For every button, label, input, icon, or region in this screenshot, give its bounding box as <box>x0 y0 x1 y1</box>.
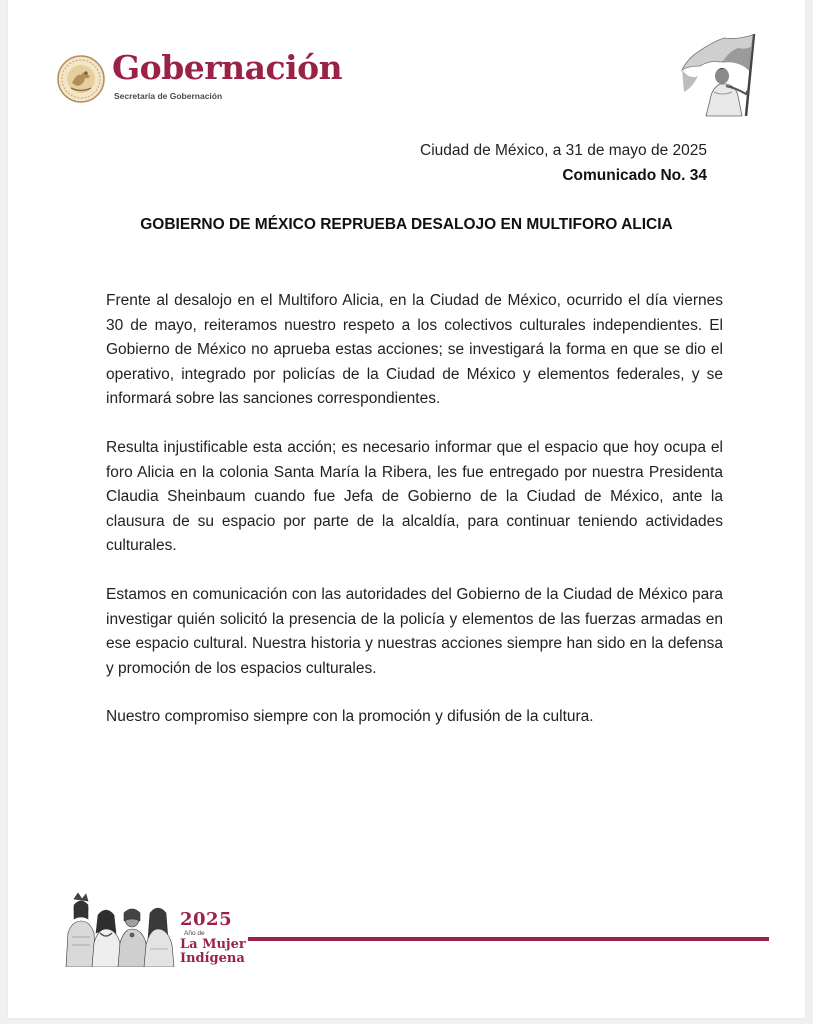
indigena-label: Indígena <box>180 951 245 966</box>
paragraph: Nuestro compromiso siempre con la promoción y difusión de la cultura. <box>106 708 594 726</box>
brand-subtitle: Secretaría de Gobernación <box>114 91 223 101</box>
document-page <box>8 0 805 1018</box>
communique-number: Comunicado No. 34 <box>562 167 707 184</box>
flag-bearer-emblem-icon <box>676 30 768 122</box>
year-label: 2025 <box>180 909 233 930</box>
brand-name: Gobernación <box>112 48 343 87</box>
body-text <box>106 289 723 754</box>
footer-divider <box>248 937 769 941</box>
indigenous-women-illustration-icon <box>60 893 178 967</box>
paragraph: Estamos en comunicación con las autoridades del Gobierno de la Ciudad de México para investigar quién solicitó la presencia de la policía y elementos de las fuerzas armadas en ese espacio cultural. Nuestra historia y nuestras acciones siempre han sido en la defensa y promoción de los espacios culturales. <box>106 585 723 677</box>
paragraph: Frente al desalojo en el Multiforo Alicia, en la Ciudad de México, ocurrido el día viernes 30 de mayo, reiteramos nuestro respeto a los colectivos culturales independientes. El Gobierno de México no aprueba estas acciones; se investigará la forma en que se dio el operativo, integrado por policías de la Ciudad de México y elementos federales, y se informará sobre las sanciones correspondientes. <box>106 292 723 408</box>
date-line: Ciudad de México, a 31 de mayo de 2025 <box>420 142 707 159</box>
la-mujer-label: La Mujer <box>180 937 246 952</box>
ano-de-label: Año de <box>184 930 205 937</box>
headline: GOBIERNO DE MÉXICO REPRUEBA DESALOJO EN MULTIFORO ALICIA <box>140 216 673 233</box>
paragraph: Resulta injustificable esta acción; es necesario informar que el espacio que hoy ocupa el foro Alicia en la colonia Santa María la Ribera, les fue entregado por nuestra Presidenta Claudia Sheinbaum cuando fue Jefa de Gobierno de la Ciudad de México, ante la clausura de su espacio por parte de la alcaldía, para continuar teniendo actividades culturales. <box>106 438 723 555</box>
coat-of-arms-icon <box>57 55 105 103</box>
year-of-indigenous-woman-logo <box>180 910 250 966</box>
